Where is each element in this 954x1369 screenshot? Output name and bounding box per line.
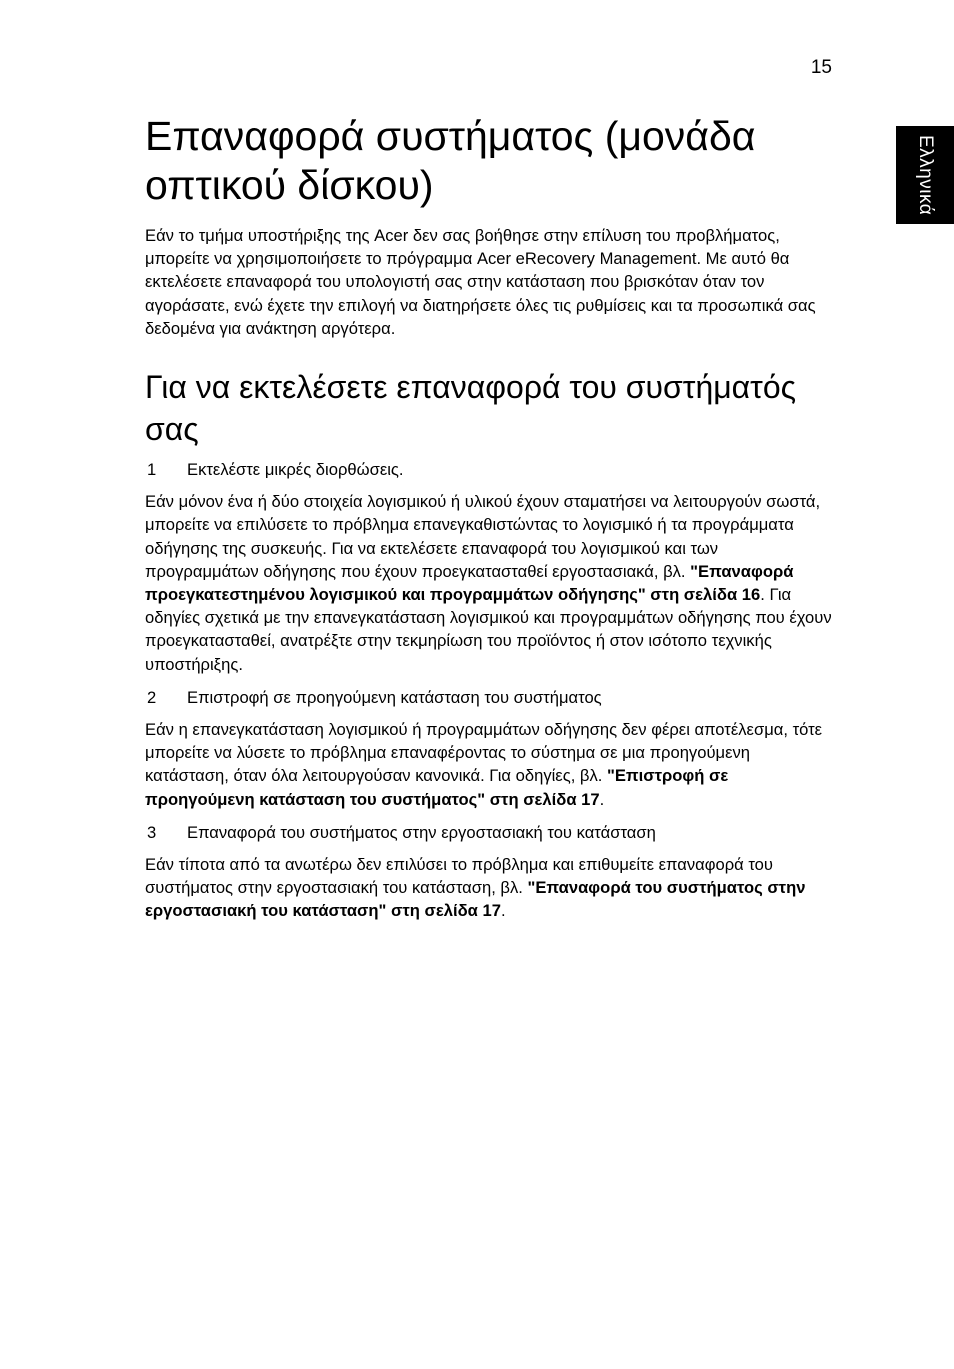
step-label: Επαναφορά του συστήματος στην εργοστασιακή του κατάσταση bbox=[187, 822, 656, 842]
step-3-description bbox=[145, 853, 835, 923]
cross-reference-link[interactable]: "Επιστροφή σε προηγούμενη κατάσταση του συστήματος" στη σελίδα 17 bbox=[145, 766, 729, 809]
step-label: Επιστροφή σε προηγούμενη κατάσταση του συστήματος bbox=[187, 687, 602, 707]
step-text: Εάν μόνον ένα ή δύο στοιχεία λογισμικού ή υλικού έχουν σταματήσει να λειτουργούν σωστά, μπορείτε να επιλύσετε το πρόβλημα επανεγκαθιστώντας το λογισμικό ή τα προγράμματα οδήγησης της συσκευής. Για να εκτελέσετε επαναφορά του λογισμικού και των προγραμμάτων οδήγησης που έχουν προεγκατασταθεί εργοστασιακά, βλ. bbox=[145, 492, 821, 581]
step-3 bbox=[145, 821, 835, 844]
language-tab bbox=[896, 126, 954, 224]
section-heading: Για να εκτελέσετε επαναφορά του συστήματός σας bbox=[145, 369, 797, 448]
step-text: Εάν τίποτα από τα ανωτέρω δεν επιλύσει το πρόβλημα και επιθυμείτε επαναφορά του συστήματος στην εργοστασιακή του κατάσταση, βλ. bbox=[145, 855, 773, 898]
step-number: 2 bbox=[147, 687, 157, 707]
step-text: . bbox=[500, 901, 506, 921]
intro-paragraph: Εάν το τμήμα υποστήριξης της Acer δεν σας βοήθησε στην επίλυση του προβλήματος, μπορείτε να χρησιμοποιήσετε το πρόγραμμα Acer eRecovery Management. Με αυτό θα εκτελέσετε επαναφορά του υπολογιστή σας στην κατάσταση που βρισκόταν όταν τον αγοράσατε, ενώ έχετε την επιλογή να διατηρήσετε όλες τις ρυθμίσεις και τα προσωπικά σας δεδομένα για ανάκτηση αργότερα. bbox=[145, 226, 816, 338]
step-1-description bbox=[145, 490, 835, 676]
step-2-description bbox=[145, 718, 835, 811]
step-number: 3 bbox=[147, 822, 157, 842]
cross-reference-link[interactable]: "Επαναφορά του συστήματος στην εργοστασιακή του κατάσταση" στη σελίδα 17 bbox=[145, 878, 806, 921]
step-text: . bbox=[599, 789, 605, 809]
language-tab-label: Ελληνικά bbox=[915, 134, 936, 216]
page-number: 15 bbox=[810, 57, 832, 78]
step-text: Εάν η επανεγκατάσταση λογισμικού ή προγραμμάτων οδήγησης δεν φέρει αποτέλεσμα, τότε μπορείτε να λύσετε το πρόβλημα επαναφέροντας το σύστημα σε μια προηγούμενη κατάσταση, όταν όλα λειτουργούσαν κανονικά. Για οδηγίες, βλ. bbox=[145, 720, 823, 786]
page-content bbox=[145, 112, 835, 923]
cross-reference-link[interactable]: "Επαναφορά προεγκατεστημένου λογισμικού και προγραμμάτων οδήγησης" στη σελίδα 16 bbox=[145, 561, 794, 605]
step-1 bbox=[145, 458, 835, 481]
page-title: Επαναφορά συστήματος (μονάδα οπτικού δίσκου) bbox=[145, 113, 756, 208]
step-text: . Για οδηγίες σχετικά με την επανεγκατάσταση λογισμικού και προγραμμάτων οδήγησης που έχουν προεγκατασταθεί, ανατρέξτε στην τεκμηρίωση του προϊόντος ή στον ισότοπο τεχνικής υποστήριξης. bbox=[145, 585, 832, 674]
step-label: Εκτελέστε μικρές διορθώσεις. bbox=[187, 460, 404, 480]
step-2 bbox=[145, 686, 835, 709]
step-number: 1 bbox=[147, 460, 157, 480]
